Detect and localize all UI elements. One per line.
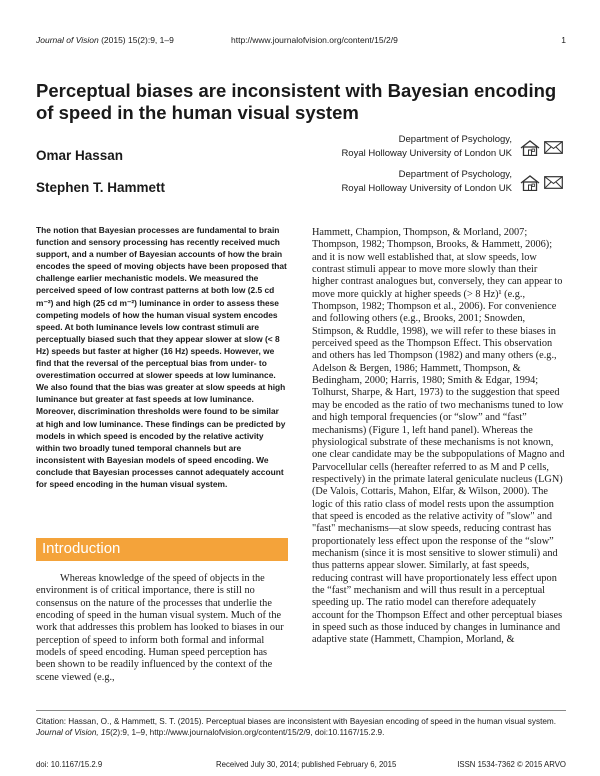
citation-prefix: Citation: Hassan, O., & Hammett, S. T. (2015). Perceptual biases are inconsistent with Bayesian encoding of speed in the human visual system. (36, 717, 557, 726)
author-name-1: Omar Hassan (36, 148, 124, 163)
page-number: 1 (561, 35, 566, 45)
citation-block (36, 716, 568, 738)
page-footer (36, 760, 566, 772)
page-header (36, 35, 566, 49)
home-icon[interactable] (520, 175, 540, 191)
section-heading-bar (36, 538, 288, 561)
author-name-2: Stephen T. Hammett (36, 180, 166, 195)
citation-divider (36, 710, 566, 711)
citation-volume: 15 (100, 728, 111, 737)
affiliation-line: Royal Holloway University of London UK (341, 147, 512, 159)
affiliation-line: Royal Holloway University of London UK (341, 182, 512, 194)
header-citation-short: (2015) 15(2):9, 1–9 (101, 35, 174, 45)
intro-paragraph: Whereas knowledge of the speed of objects in the environment is of critical importance, there is still no consensus on the nature of the processes that underlie the encoding of speed in the human visual system. Much of the work that addresses this problem has looked to biases in our perception of speed to inform both formal and informal models of speed encoding. Human speed perception has been shown to be readily influenced by the context of the scene viewed (e.g., (36, 573, 284, 683)
home-icon[interactable] (520, 140, 540, 156)
mail-icon[interactable] (544, 176, 563, 189)
article-title: Perceptual biases are inconsistent with Bayesian encoding of speed in the human visual system (36, 80, 557, 123)
affiliation-line: Department of Psychology, (398, 134, 512, 145)
header-journal-name: Journal of Vision (36, 35, 99, 45)
citation-journal: Journal of Vision, (36, 728, 99, 737)
abstract: The notion that Bayesian processes are fundamental to brain function and sensory processing has recently received much support, and a number of Bayesian accounts of how the brain encodes the speed of moving objects have been proposed that challenge earlier mechanistic models. We measured the perceived speed of low contrast patterns at both low (2.5 cd m⁻²) and high (25 cd m⁻²) luminance in order to assess these competing models of how the human visual system encodes speed. At both luminance levels low contrast stimuli are perceptually biased such that they appear slower at slow (< 8 Hz) speeds but faster at higher (16 Hz) speeds. However, we find that the reversal of the perceptual bias from under- to overestimation occurred at slower speeds at low luminance. We also found that the bias was greater at slow speeds at high luminance but greater at fast speeds at low luminance. Moreover, discrimination thresholds were found to be similar at high and low luminance. These findings can be predicted by models in which speed is encoded by the relative activity within two broadly tuned temporal channels but are inconsistent with Bayesian models of speed encoding. We conclude that Bayesian processes cannot adequately account for speed encoding in the human visual system. (36, 225, 287, 489)
footer-received: Received July 30, 2014; published February 6, 2015 (216, 760, 397, 769)
affiliation-line: Department of Psychology, (398, 169, 512, 180)
right-column-text: Hammett, Champion, Thompson, & Morland, 2007; Thompson, 1982; Thompson, Brooks, & Hammett, 2006); and it is now well established that, at slow speeds, low contrast stimuli appear to move more slowly than their higher contrast analogues but, conversely, they can appear to move more quickly at higher speeds (> 8 Hz)¹ (e.g., Thompson, 1982; Thompson et al., 2006). For convenience and following others (e.g., Brooks, 2001; Snowden, Stimpson, & Ruddle, 1998), we will refer to these biases in perceived speed as the Thompson Effect. This observation and others has led Thompson (1982) and many others (e.g., Adelson & Bergen, 1986; Hammett, Thompson, & Bedingham, 2000; Harris, 1980; Smith & Edgar, 1994; Tolhurst, Sharpe, & Hart, 1973) to the suggestion that speed may be encoded as the ratio of two mechanisms tuned to low and high temporal frequencies (or “slow” and “fast” mechanisms) (Figure 1, left hand panel). Whereas the physiological substrate of these mechanisms is not known, one clear candidate may be the subpopulations of Magno and Parvocellular cells (hereafter referred to as M and P cells, respectively) in the primate lateral geniculate nucleus (LGN) (De Valois, Cottaris, Mahon, Elfar, & Wilson, 2000). The logic of this ratio class of model rests upon the assumption that speed is encoded as the relative activity of "slow" and "fast" mechanisms—at slow speeds, reducing contrast has proportionately less effect upon the response of the “slow” mechanism (since it is most sensitive to slower stimuli) and thus patterns appear slower. Similarly, at fast speeds, reducing contrast will have proportionately less effect upon the “fast” mechanism and will thus result in a perceptual speeding up. The ratio model can therefore adequately account for the Thompson Effect and other perceptual biases in speed such as those induced by changes in luminance and adaptive state (Hammett, Champion, Morland, & (312, 227, 565, 646)
section-heading: Introduction (42, 540, 121, 557)
author-icons-2 (520, 173, 568, 191)
footer-doi: doi: 10.1167/15.2.9 (36, 760, 103, 769)
header-journal-citation (36, 35, 174, 45)
citation-suffix: (2):9, 1–9, http://www.journalofvision.org/content/15/2/9, doi:10.1167/15.2.9. (110, 728, 385, 737)
footer-issn: ISSN 1534-7362 © 2015 ARVO (457, 760, 566, 769)
author-affiliation-1 (252, 133, 512, 160)
author-icons-1 (520, 138, 568, 156)
mail-icon[interactable] (544, 141, 563, 154)
author-affiliation-2 (252, 168, 512, 195)
header-url[interactable]: http://www.journalofvision.org/content/15/2/9 (231, 35, 398, 45)
